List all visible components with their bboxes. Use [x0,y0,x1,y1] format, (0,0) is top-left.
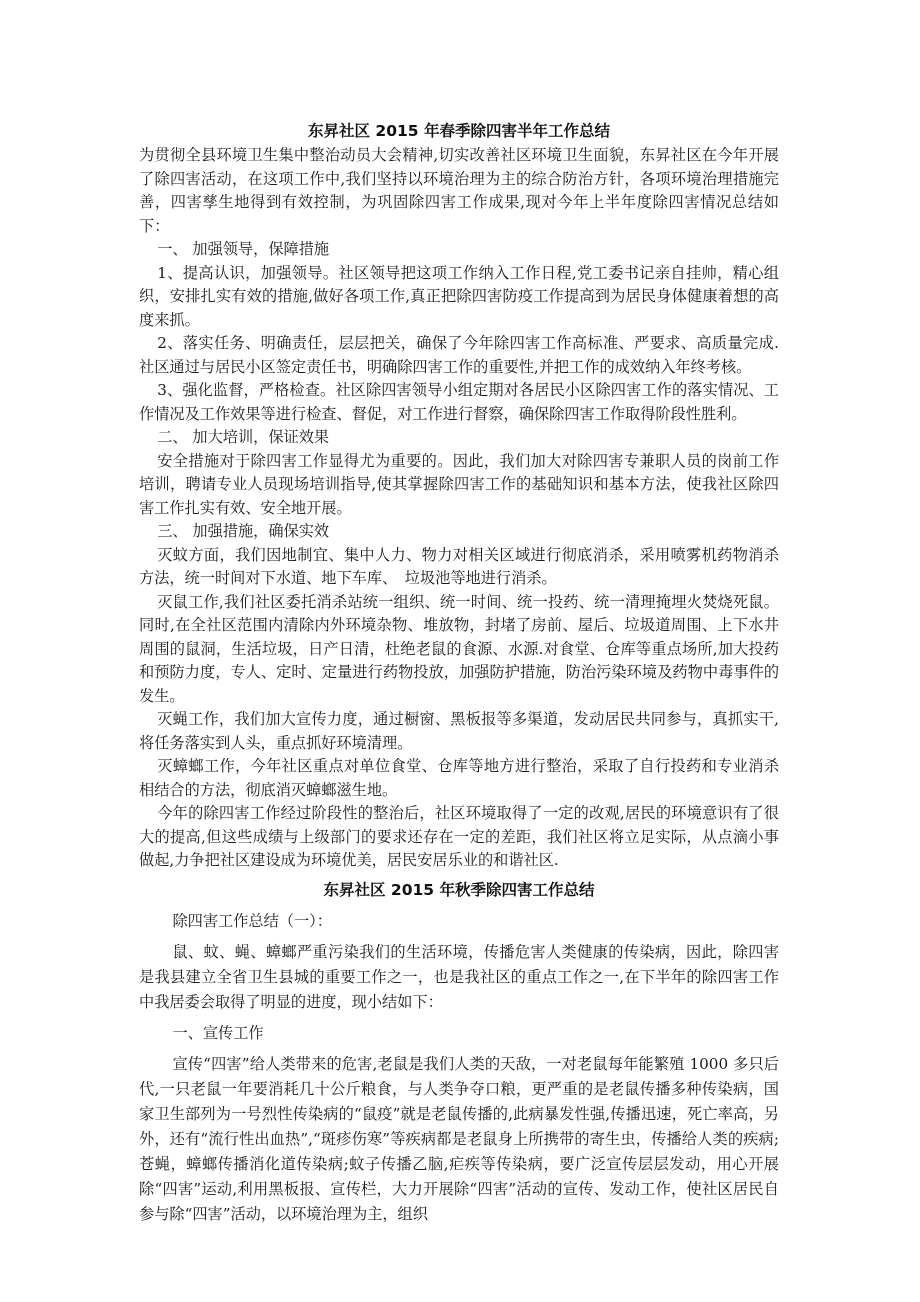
doc1-intro: 为贯彻全县环境卫生集中整治动员大会精神,切实改善社区环境卫生面貌，东昇社区在今年开展了除四害活动，在这项工作中,我们坚持以环境治理为主的综合防治方针，各项环境治理措施完善，四害孳生地得到有效控制，为巩固除四害工作成果,现对今年上半年度除四害情况总结如下： [139,146,779,235]
doc2-section1-para: 宣传“四害”给人类带来的危害,老鼠是我们人类的天敌，一对老鼠每年能繁殖 1000 多只后代,一只老鼠一年要消耗几十公斤粮食，与人类争夺口粮，更严重的是老鼠传播多种传染病，国家卫生部列为一号烈性传染病的“鼠疫”就是老鼠传播的,此病暴发性强,传播迅速，死亡率高，另外，还有“流行性出血热”,“斑疹伤寒”等疾病都是老鼠身上所携带的寄生虫，传播给人类的疾病;苍蝇，蟑螂传播消化道传染病;蚊子传播乙脑,疟疾等传染病，要广泛宣传层层发动，用心开展除“四害”运动,利用黑板报、宣传栏，大力开展除“四害”活动的宣传、发动工作，使社区居民自参与除“四害”活动，以环境治理为主，组织 [139,1054,779,1223]
doc1-section3-mosquito: 灭蚊方面，我们因地制宜、集中人力、物力对相关区域进行彻底消杀，采用喷雾机药物消杀方法，统一时间对下水道、地下车库、 垃圾池等地进行消杀。 [139,545,779,587]
doc1-section2-heading: 二、 加大培训，保证效果 [157,428,330,446]
doc2-section [139,877,779,1227]
doc1-title: 东昇社区 2015 年春季除四害半年工作总结 [308,122,610,140]
doc1-section3-heading: 三、 加强措施，确保实效 [157,522,330,540]
doc1-section1-heading: 一、 加强领导，保障措施 [157,240,330,258]
doc1-section1-item1: 1、提高认识，加强领导。社区领导把这项工作纳入工作日程,党工委书记亲自挂帅，精心组织，安排扎实有效的措施,做好各项工作,真正把除四害防疫工作提高到为居民身体健康着想的高度来抓。 [139,263,779,329]
doc2-intro: 鼠、蚊、蝇、蟑螂严重污染我们的生活环境，传播危害人类健康的传染病，因此，除四害是我县建立全省卫生县城的重要工作之一，也是我社区的重点工作之一,在下半年的除四害工作中我居委会取得了明显的进度，现小结如下： [139,942,779,1011]
doc1-conclusion: 今年的除四害工作经过阶段性的整治后，社区环境取得了一定的改观,居民的环境意识有了很大的提高,但这些成绩与上级部门的要求还存在一定的差距，我们社区将立足实际，从点滴小事做起,力争把社区建设成为环境优美，居民安居乐业的和谐社区. [139,804,779,869]
doc1-section1-item3: 3、强化监督，严格检查。社区除四害领导小组定期对各居民小区除四害工作的落实情况、工作情况及工作效果等进行检查、督促，对工作进行督察，确保除四害工作取得阶段性胜利。 [139,381,779,423]
doc1-section2-para: 安全措施对于除四害工作显得尤为重要的。因此，我们加大对除四害专兼职人员的岗前工作培训，聘请专业人员现场培训指导,使其掌握除四害工作的基础知识和基本方法，使我社区除四害工作扎实有效、安全地开展。 [139,451,779,517]
doc1-section1-item2: 2、落实任务、明确责任，层层把关，确保了今年除四害工作高标准、严要求、高质量完成.社区通过与居民小区签定责任书，明确除四害工作的重要性,并把工作的成效纳入年终考核。 [139,334,779,376]
doc1-section3-rat: 灭鼠工作,我们社区委托消杀站统一组织、统一时间、统一投药、统一清理掩埋火焚烧死鼠。同时,在全社区范围内清除内外环境杂物、堆放物，封堵了房前、屋后、垃圾道周围、上下水井周围的鼠洞，生活垃圾，日产日清，杜绝老鼠的食源、水源.对食堂、仓库等重点场所,加大投药和预防力度，专人、定时、定量进行药物投放，加强防护措施，防治污染环境及药物中毒事件的发生。 [139,592,779,705]
document-page [139,118,779,1227]
doc2-subtitle: 除四害工作总结（一）： [172,911,332,930]
doc2-section1-heading: 一、宣传工作 [172,1023,264,1042]
doc2-title: 东昇社区 2015 年秋季除四害工作总结 [323,880,595,899]
doc1-section3-fly: 灭蝇工作，我们加大宣传力度，通过橱窗、黑板报等多渠道，发动居民共同参与，真抓实干,将任务落实到人头，重点抓好环境清理。 [139,710,779,752]
doc1-section3-cockroach: 灭蟑螂工作，今年社区重点对单位食堂、仓库等地方进行整治，采取了自行投药和专业消杀相结合的方法，彻底消灭蟑螂滋生地。 [139,757,779,799]
